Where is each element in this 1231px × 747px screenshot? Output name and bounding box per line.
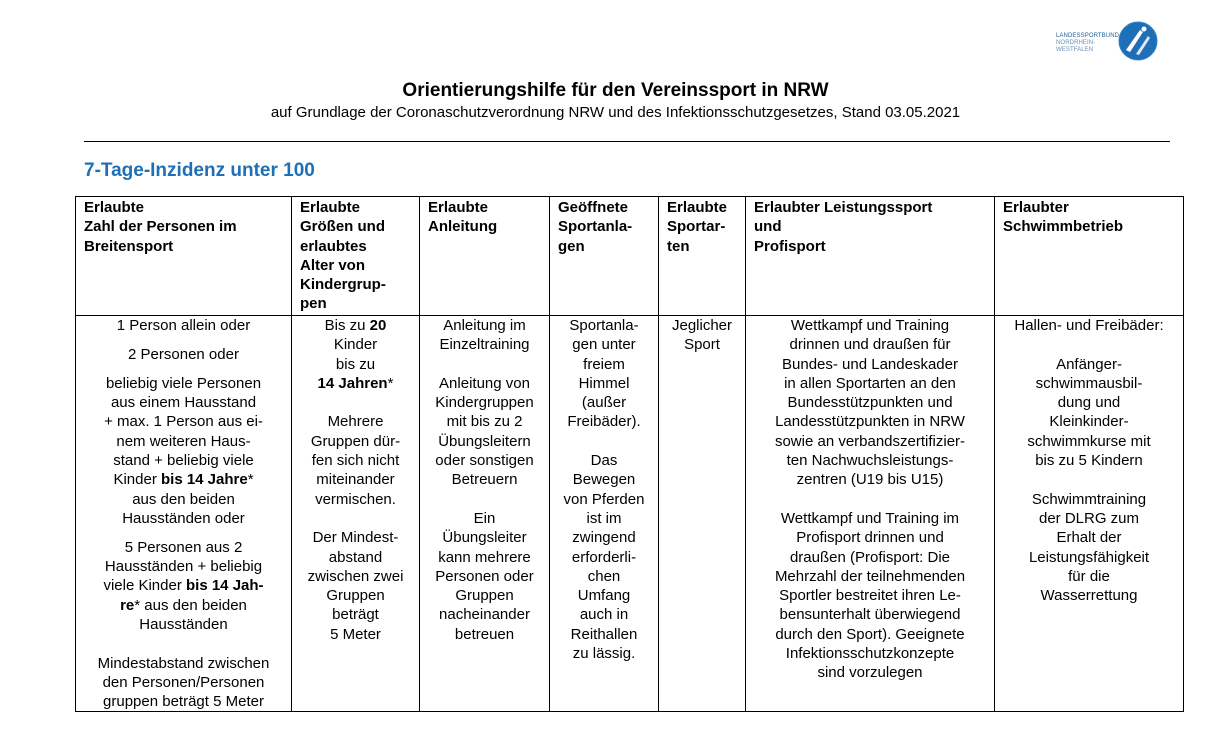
spacer <box>555 432 653 451</box>
header-line: Erlaubte <box>300 199 361 216</box>
text-line: durch den Sport). Geeignete <box>775 625 965 643</box>
text-line: zu lässig. <box>572 645 636 663</box>
spacer <box>425 355 544 374</box>
text-line: freiem <box>583 355 625 373</box>
header-sportarten <box>659 197 746 316</box>
text-line: oder sonstigen <box>435 452 534 470</box>
logo <box>1056 18 1161 66</box>
text-line: schwimmkurse mit <box>1027 432 1151 450</box>
text-line: 5 Personen aus 2 <box>124 538 243 556</box>
text-line: schwimmausbil- <box>1035 374 1143 392</box>
text-run: * <box>387 374 394 392</box>
text-line: drinnen und draußen für <box>789 336 951 354</box>
text-line: nacheinander <box>439 606 530 624</box>
text-line: vermischen. <box>315 490 396 508</box>
text-line: Wettkampf und Training im <box>780 509 960 527</box>
spacer <box>1000 470 1178 489</box>
text-line <box>81 596 286 615</box>
cell-schwimmbetrieb <box>995 316 1184 712</box>
spacer <box>751 490 989 509</box>
header-line: Anleitung <box>428 218 498 236</box>
text-line: Der Mindest- <box>312 529 399 547</box>
header-line: Kindergrup- <box>300 276 386 294</box>
text-line: Gruppen dür- <box>310 432 401 450</box>
header-line: Erlaubte <box>667 199 728 216</box>
text-line: aus einem Hausstand <box>110 394 257 412</box>
text-line: Anleitung im <box>443 317 526 334</box>
text-line: Hausständen <box>139 615 228 633</box>
text-line: draußen (Profisport: Die <box>789 548 951 566</box>
text-line: Bewegen <box>572 471 636 489</box>
cell-leistungssport <box>746 316 995 712</box>
text-line: Wasserrettung <box>1040 587 1138 605</box>
logo-line2: NORDRHEIN-WESTFALEN <box>1056 40 1096 53</box>
cell-breitensport <box>76 316 292 712</box>
text-line: Ein <box>473 509 496 527</box>
text-line <box>297 316 414 335</box>
text-line: Einzeltraining <box>439 336 530 354</box>
text-line: Bundesstützpunkten und <box>787 394 953 412</box>
text-run: * <box>247 471 254 489</box>
text-line: Sportanla- <box>569 317 639 334</box>
header-line: Größen und <box>300 218 385 236</box>
header-line: Sportanla- <box>558 218 633 236</box>
text-line <box>81 470 286 489</box>
text-line: Kleinkinder- <box>1049 413 1129 431</box>
header-line: pen <box>300 295 327 313</box>
text-line: Umfang <box>577 587 631 605</box>
text-line: Übungsleiter <box>442 529 527 547</box>
header-line: und <box>754 218 782 236</box>
header-breitensport <box>76 197 292 316</box>
text-line: 5 Meter <box>330 625 381 643</box>
text-line: in allen Sportarten an den <box>784 374 956 392</box>
text-line: Anfänger- <box>1056 355 1122 373</box>
text-run: * aus den beiden <box>134 596 247 614</box>
header-line: Geöffnete <box>558 199 629 216</box>
text-run: viele Kinder <box>103 577 186 595</box>
text-line: Freibäder). <box>567 413 641 431</box>
emphasis-text: re <box>120 596 135 614</box>
spacer <box>297 509 414 528</box>
text-line: Reithallen <box>570 625 638 643</box>
text-line: Jeglicher <box>671 317 733 334</box>
text-line: erforderli- <box>571 548 637 566</box>
text-line: zwischen zwei <box>307 567 404 585</box>
spacer <box>81 335 286 345</box>
text-line: von Pferden <box>563 490 645 508</box>
cell-kindergruppen <box>292 316 420 712</box>
text-line: gen unter <box>572 336 636 354</box>
text-line: zwingend <box>572 529 636 547</box>
text-line: Das <box>590 452 618 470</box>
table-body-row <box>76 316 1184 712</box>
header-line: Breitensport <box>84 237 174 255</box>
text-line: Mehrere <box>327 413 384 431</box>
text-line: Personen oder <box>435 567 534 585</box>
text-line <box>297 374 414 393</box>
spacer <box>297 393 414 412</box>
header-anleitung <box>420 197 550 316</box>
text-line: ist im <box>586 509 622 527</box>
text-line: bensunterhalt überwiegend <box>779 606 961 624</box>
text-line: ten Nachwuchsleistungs- <box>786 452 954 470</box>
text-line: 1 Person allein oder <box>116 317 251 334</box>
regulations-table <box>75 196 1184 712</box>
text-line: nem weiteren Haus- <box>116 432 251 450</box>
text-line: Bundes- und Landeskader <box>782 355 958 373</box>
text-line: Leistungsfähigkeit <box>1028 548 1150 566</box>
emphasis-text: bis 14 Jahre <box>160 471 248 489</box>
section-heading: 7-Tage-Inzidenz unter 100 <box>84 160 315 181</box>
page-subtitle: auf Grundlage der Coronaschutzverordnung NRW und des Infektionsschutzgesetzes, Stand 03.05.2021 <box>270 104 961 121</box>
spacer <box>81 364 286 374</box>
text-line: aus den beiden <box>132 490 235 508</box>
text-line: Betreuern <box>451 471 518 489</box>
text-line: betreuen <box>454 625 515 643</box>
spacer <box>81 528 286 538</box>
header-line: Profisport <box>754 237 826 255</box>
text-line: abstand <box>328 548 383 566</box>
text-line: gruppen beträgt 5 Meter <box>103 693 264 711</box>
text-run: Bis zu <box>324 317 370 334</box>
text-line: Kinder <box>333 336 378 354</box>
text-line: 2 Personen oder <box>128 345 239 363</box>
header-line: Sportar- <box>667 218 726 236</box>
emphasis-text: 14 Jahren <box>317 374 388 392</box>
text-line: stand + beliebig viele <box>113 451 254 469</box>
logo-wordmark <box>1056 33 1118 54</box>
header-schwimmbetrieb <box>995 197 1184 316</box>
cell-sportarten <box>659 316 746 712</box>
text-line: fen sich nicht <box>311 452 400 470</box>
text-line: Gruppen <box>455 587 514 605</box>
header-line: Erlaubter Leistungssport <box>754 199 933 216</box>
text-line: miteinander <box>316 471 395 489</box>
text-line: Anleitung von <box>439 374 530 392</box>
text-line: Mehrzahl der teilnehmenden <box>774 567 966 585</box>
text-line: Hausständen oder <box>122 509 245 527</box>
header-line: Zahl der Personen im <box>84 218 237 236</box>
header-sportanlagen <box>550 197 659 316</box>
text-line <box>81 576 286 595</box>
text-line: Gruppen <box>326 587 385 605</box>
text-line: auch in <box>579 606 629 624</box>
header-line: Erlaubter <box>1003 199 1069 216</box>
text-line: zentren (U19 bis U15) <box>796 471 944 489</box>
header-line: erlaubtes <box>300 237 367 255</box>
header-divider <box>84 141 1170 142</box>
text-line: Sport <box>684 336 720 354</box>
text-line: Hallen- und Freibäder: <box>1014 317 1164 334</box>
text-line: Profisport drinnen und <box>796 529 944 547</box>
text-line: dung und <box>1057 394 1121 412</box>
text-line: Erhalt der <box>1056 529 1122 547</box>
text-line: sowie an verbandszertifizier- <box>774 432 966 450</box>
text-line: Infektionsschutzkonzepte <box>785 645 955 663</box>
page-title: Orientierungshilfe für den Vereinssport in NRW <box>402 80 829 101</box>
text-line: kann mehrere <box>438 548 531 566</box>
text-line: Kindergruppen <box>435 394 534 412</box>
sports-logo-icon <box>1118 20 1158 62</box>
text-line: Sportler bestreitet ihren Le- <box>779 587 961 605</box>
text-line: chen <box>587 567 621 585</box>
logo-line1: LANDESSPORTBUND <box>1056 33 1120 39</box>
header-line: Erlaubte <box>84 199 145 216</box>
header-line: ten <box>667 237 690 255</box>
header-line: Erlaubte <box>428 199 489 216</box>
header-kindergruppen <box>292 197 420 316</box>
text-line: bis zu <box>335 355 376 373</box>
text-line: Schwimmtraining <box>1031 490 1147 508</box>
spacer <box>81 634 286 653</box>
text-line: Mindestabstand zwischen <box>97 654 270 672</box>
text-line: der DLRG zum <box>1038 509 1140 527</box>
emphasis-text: 20 <box>369 317 387 334</box>
header-line: Alter von <box>300 256 366 274</box>
text-line: Landesstützpunkten in NRW <box>775 413 965 431</box>
text-line: beliebig viele Personen <box>105 374 262 392</box>
text-line: bis zu 5 Kindern <box>1035 452 1143 470</box>
text-line: + max. 1 Person aus ei- <box>104 413 263 431</box>
text-line: sind vorzulegen <box>817 664 923 682</box>
text-line: Himmel <box>578 374 630 392</box>
text-line: Übungsleitern <box>438 432 531 450</box>
header-leistungssport <box>746 197 995 316</box>
text-line: (außer <box>581 394 627 412</box>
emphasis-text: bis 14 Jah- <box>186 577 264 595</box>
cell-sportanlagen <box>550 316 659 712</box>
text-line: für die <box>1068 567 1110 585</box>
text-line: Wettkampf und Training <box>790 317 950 334</box>
text-line: den Personen/Personen <box>102 673 265 691</box>
spacer <box>425 490 544 509</box>
header-line: Schwimmbetrieb <box>1003 218 1124 236</box>
cell-anleitung <box>420 316 550 712</box>
spacer <box>1000 335 1178 354</box>
text-line: beträgt <box>332 606 379 624</box>
text-line: mit bis zu 2 <box>446 413 523 431</box>
header-line: gen <box>558 237 585 255</box>
table-header-row <box>76 197 1184 316</box>
text-run: Kinder <box>113 471 161 489</box>
text-line: Hausständen + beliebig <box>104 558 263 576</box>
